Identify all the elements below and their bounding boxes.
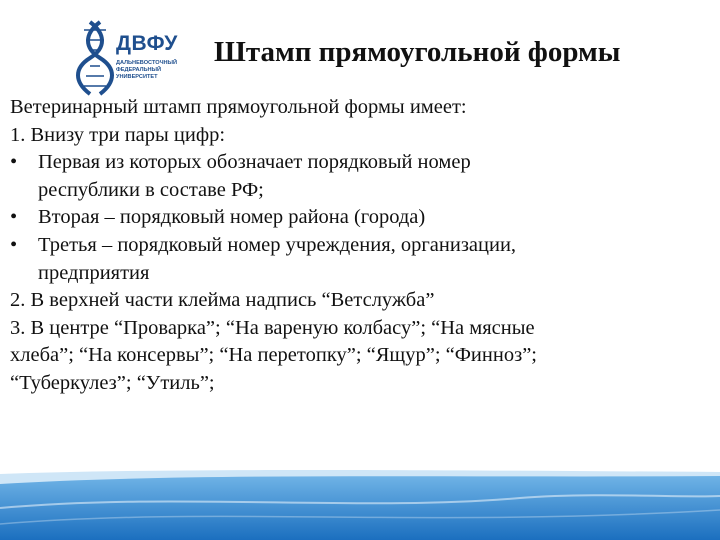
- bullet-line: Первая из которых обозначает порядковый номер: [38, 151, 471, 174]
- bullet-icon: •: [10, 206, 18, 229]
- bullet-list: [10, 149, 700, 287]
- footer-wave-band: [0, 468, 720, 540]
- item-3-line: хлеба”; “На консервы”; “На перетопку”; “Ящур”; “Финноз”;: [10, 344, 537, 367]
- bullet-icon: •: [10, 233, 18, 256]
- logo-university-name: [116, 60, 192, 80]
- logo-name-line: ФЕДЕРАЛЬНЫЙ: [116, 66, 162, 73]
- item-3-line: 3. В центре “Проварка”; “На вареную колбасу”; “На мясные: [10, 316, 535, 339]
- list-item-3: [10, 315, 700, 398]
- bullet-item: [10, 149, 700, 204]
- dvfu-helix-emblem: [76, 18, 116, 98]
- intro-text: Ветеринарный штамп прямоугольной формы имеет:: [10, 96, 467, 118]
- logo-abbreviation: ДВФУ: [116, 32, 178, 55]
- list-item-2: 2. В верхней части клейма надпись “Ветслужба”: [10, 289, 435, 312]
- logo-name-line: УНИВЕРСИТЕТ: [116, 73, 158, 80]
- bullet-icon: •: [10, 151, 18, 174]
- logo-name-line: ДАЛЬНЕВОСТОЧНЫЙ: [116, 60, 178, 66]
- bullet-line: Третья – порядковый номер учреждения, организации,: [38, 233, 517, 256]
- bullet-line: предприятия: [38, 261, 150, 284]
- bullet-item: [10, 204, 700, 232]
- bullet-line: республики в составе РФ;: [38, 178, 264, 201]
- slide-title: Штамп прямоугольной формы: [214, 36, 621, 68]
- bullet-item: [10, 232, 700, 287]
- bullet-line: Вторая – порядковый номер района (города): [38, 206, 426, 229]
- list-item-1: 1. Внизу три пары цифр:: [10, 123, 226, 146]
- slide-body: [10, 94, 700, 398]
- dvfu-logo: [76, 18, 194, 98]
- item-3-line: “Туберкулез”; “Утиль”;: [10, 371, 215, 394]
